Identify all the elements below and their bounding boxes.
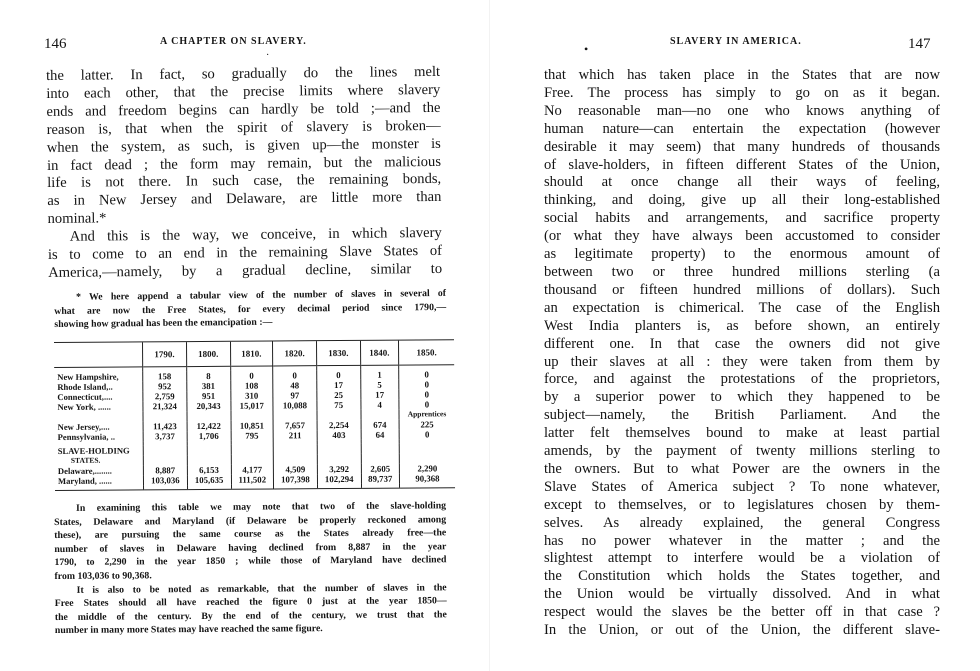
value-cell: 11,423 bbox=[143, 421, 187, 431]
footnote-line: States, Delaware and Maryland (if Delaware be properly reckoned among bbox=[54, 513, 447, 528]
state-cell: Connecticut,.... bbox=[57, 391, 113, 402]
page-number: 147 bbox=[908, 36, 931, 52]
state-cell: New Jersey,.... bbox=[57, 421, 110, 432]
right-body-text bbox=[544, 67, 940, 640]
text-line: in fact dead ; the form may remain, but the malicious bbox=[46, 153, 442, 174]
value-cell: 105,635 bbox=[187, 475, 231, 485]
value-cell: 4,177 bbox=[231, 464, 274, 474]
value-cell: 381 bbox=[187, 381, 231, 391]
running-head: A CHAPTER ON SLAVERY. bbox=[160, 36, 307, 47]
value-cell: 952 bbox=[143, 381, 187, 391]
value-cell: 951 bbox=[187, 391, 231, 401]
table-header bbox=[54, 342, 143, 368]
text-line: the Union would be virtually dissolved. And in what bbox=[544, 586, 940, 603]
value-cell: 310 bbox=[230, 390, 273, 400]
value-cell: 15,017 bbox=[230, 400, 273, 410]
value-cell: 0 bbox=[399, 429, 455, 439]
ink-speck: • bbox=[584, 42, 589, 56]
footnote-line: what are now the Free States, for every decimal period since 1790,— bbox=[54, 301, 447, 317]
footnote-line: from 103,036 to 90,368. bbox=[54, 570, 152, 582]
value-cell: 5 bbox=[360, 380, 398, 390]
value-cell: 158 bbox=[143, 371, 187, 381]
value-cell: 20,343 bbox=[187, 401, 231, 411]
text-line: has no power whatever in the matter ; and the bbox=[544, 532, 940, 549]
text-line: America,—namely, by a gradual decline, similar to bbox=[48, 260, 443, 281]
state-cell: Delaware,........ bbox=[57, 465, 112, 476]
value-cell: 89,737 bbox=[361, 474, 399, 484]
table-header: 1840. bbox=[360, 340, 399, 365]
text-line: the owners. But to what Power are the owners in the bbox=[544, 460, 940, 477]
value-cell: 102,294 bbox=[317, 474, 361, 484]
value-cell: 21,324 bbox=[143, 401, 187, 411]
value-cell: 25 bbox=[317, 390, 361, 400]
value-cell: 225 bbox=[399, 419, 455, 429]
value-cell: 103,036 bbox=[143, 475, 187, 485]
state-cell: Maryland, ...... bbox=[57, 475, 112, 486]
text-line: thousand or fifteen hundred millions of dollars). Such bbox=[544, 281, 940, 298]
table-header: 1820. bbox=[273, 341, 317, 366]
value-cell: 0 bbox=[273, 370, 317, 380]
text-line: that which has taken place in the States that are now bbox=[544, 67, 940, 83]
table-header: 1850. bbox=[398, 340, 454, 365]
text-line: different one. In that case the owners did not give bbox=[544, 335, 940, 352]
value-cell: 0 bbox=[399, 369, 455, 379]
value-cell: 1 bbox=[360, 370, 398, 380]
value-cell: 0 bbox=[399, 379, 455, 389]
text-line: when the system, as such, is given up—the monster is bbox=[46, 135, 441, 156]
state-cell: Pennsylvania, .. bbox=[57, 431, 116, 442]
text-line: the Constitution which holds the States together, and bbox=[544, 568, 940, 585]
table-header: 1810. bbox=[230, 341, 273, 366]
value-cell: 795 bbox=[231, 430, 274, 440]
text-line: is to come to an end in the remaining Slave States of bbox=[47, 242, 443, 264]
value-cell: 97 bbox=[273, 390, 317, 400]
text-line: reason is, that when the spirit of slavery is broken— bbox=[46, 117, 441, 138]
text-line: between two or three hundred millions sterling (a bbox=[544, 263, 940, 280]
table-header: 1830. bbox=[316, 340, 360, 365]
text-line: latter felt themselves bound to make at least partial bbox=[544, 425, 940, 442]
value-cell: 10,851 bbox=[231, 420, 274, 430]
value-cell: 2,290 bbox=[399, 463, 455, 473]
footnote-line: In examining this table we may note that two of the slave-holding bbox=[76, 500, 447, 514]
text-line: of slave-holders, in fifteen different States of the Union, bbox=[544, 156, 940, 173]
ink-speck: · bbox=[266, 50, 270, 61]
value-cell: 17 bbox=[317, 380, 361, 390]
section-label: SLAVE-HOLDING bbox=[57, 445, 130, 456]
value-cell: 3,737 bbox=[143, 431, 187, 441]
value-cell: 7,657 bbox=[273, 420, 317, 430]
apprentices-label: Apprentices bbox=[399, 409, 455, 419]
value-cell: 111,502 bbox=[231, 474, 274, 484]
value-cell: 48 bbox=[273, 380, 317, 390]
table-header-row bbox=[54, 340, 454, 368]
footnote-line: It is also to be noted as remarkable, that the number of slaves in the bbox=[76, 581, 447, 596]
text-line: (or what they have always been accustomed to consider bbox=[544, 228, 940, 245]
state-cell: New York, ...... bbox=[57, 401, 111, 412]
value-cell: 10,088 bbox=[273, 400, 317, 410]
value-cell: 1,706 bbox=[187, 431, 231, 441]
footnote-line: Free States should all have reached the figure 0 just at the year 1850— bbox=[54, 595, 447, 610]
value-cell: 2,254 bbox=[317, 420, 361, 430]
footnote-intro bbox=[54, 287, 446, 332]
slave-census-table bbox=[54, 339, 455, 491]
text-line: human nature—can entertain the expectation (however bbox=[544, 120, 940, 137]
value-cell: 12,422 bbox=[187, 421, 231, 431]
text-line: by a superior power to which they happened to be bbox=[544, 389, 940, 406]
value-cell: 8 bbox=[186, 371, 230, 381]
state-cell: New Hampshire, bbox=[57, 371, 119, 382]
footnote-line: 1790, to 2,290 in the year 1850 ; while those of Maryland have declined bbox=[54, 554, 447, 569]
footnote-line: * We here append a tabular view of the number of slaves in several of bbox=[76, 287, 447, 303]
running-head: SLAVERY IN AMERICA. bbox=[670, 36, 802, 47]
text-line: thinking, and doing, give up all their long-established bbox=[544, 192, 940, 209]
value-cell: 64 bbox=[361, 430, 399, 440]
text-line: In the Union, or out of the Union, the different slave- bbox=[544, 622, 940, 639]
text-line: And this is the way, we conceive, in which slavery bbox=[69, 225, 442, 245]
text-line: the latter. In fact, so gradually do the lines melt bbox=[46, 63, 441, 84]
text-line: amends, by the payment of twenty millions sterling to bbox=[544, 443, 940, 460]
left-body-text bbox=[46, 64, 442, 283]
value-cell: 2,759 bbox=[143, 391, 187, 401]
value-cell: 0 bbox=[230, 370, 273, 380]
value-cell: 8,887 bbox=[143, 465, 187, 475]
footnote-line: the middle of the century. By the end of the century, we trust that the bbox=[54, 609, 447, 623]
footnote-line: showing how gradual has been the emancipation :— bbox=[54, 316, 273, 331]
text-line: social habits and arrangements, and sacrifice property bbox=[544, 210, 940, 227]
text-line: force, and against the protestations of the proprietors, bbox=[544, 371, 940, 388]
value-cell: 17 bbox=[360, 390, 398, 400]
section-sublabel: STATES. bbox=[70, 455, 101, 465]
text-line: ends and freedom begins can hardly be told ;—and the bbox=[46, 99, 441, 120]
value-cell: 90,368 bbox=[399, 473, 455, 483]
text-line: selves. As already explained, the general Congress bbox=[544, 514, 940, 531]
value-cell: 3,292 bbox=[317, 464, 361, 474]
text-line: subject—namely, the British Parliament. And the bbox=[544, 407, 940, 424]
state-cell: Rhode Island,.. bbox=[57, 381, 113, 392]
value-cell: 0 bbox=[399, 389, 455, 399]
text-line: except to themselves, or to legislatures chosen by them- bbox=[544, 496, 940, 513]
value-cell: 75 bbox=[317, 400, 361, 410]
text-line: up their slaves at all : they were taken from them by bbox=[544, 353, 940, 370]
text-line: West India planters is, as before shown, an entirely bbox=[544, 317, 940, 334]
text-line: Free. The process has simply to go on as it began. bbox=[544, 84, 940, 101]
text-line: respect would the slaves be the better off in that case ? bbox=[544, 604, 940, 621]
footnote-line: number in many more States may have reached the same figure. bbox=[54, 623, 323, 637]
footnote-line: these), are pursuing the same course as the States already free—the bbox=[54, 527, 447, 542]
value-cell: 211 bbox=[273, 430, 317, 440]
value-cell: 403 bbox=[317, 430, 361, 440]
text-line: life is not there. In such case, the remaining bonds, bbox=[47, 171, 442, 192]
text-line: nominal.* bbox=[47, 210, 107, 228]
value-cell: 4 bbox=[361, 400, 399, 410]
value-cell: 2,605 bbox=[361, 464, 399, 474]
text-line: as legitimate property) to the enormous amount of bbox=[544, 246, 940, 263]
value-cell: 108 bbox=[230, 380, 273, 390]
text-line: desirable it may seem) that many hundreds of thousands bbox=[544, 138, 940, 155]
value-cell: 107,398 bbox=[274, 474, 318, 484]
footnote-commentary bbox=[54, 499, 447, 638]
text-line: an expectation is chimerical. The case of the English bbox=[544, 299, 940, 316]
footnote-line: number of slaves in Delaware having declined from 8,887 in the year bbox=[54, 541, 447, 555]
value-cell: 4,509 bbox=[273, 464, 317, 474]
text-line: into each other, that the precise limits where slavery bbox=[46, 81, 441, 102]
value-cell: 6,153 bbox=[187, 465, 231, 475]
text-line: should at once change all their ways of feeling, bbox=[544, 174, 940, 191]
table-header: 1790. bbox=[143, 342, 187, 367]
page-number: 146 bbox=[44, 36, 67, 52]
text-line: No reasonable man—no one who knows anything of bbox=[544, 102, 940, 119]
text-line: Slave States of America subject ? To none whatever, bbox=[544, 478, 940, 495]
value-cell: 0 bbox=[317, 370, 361, 380]
table-header: 1800. bbox=[186, 341, 230, 366]
value-cell: 674 bbox=[361, 420, 399, 430]
right-page bbox=[490, 0, 980, 671]
text-line: as in New Jersey and Delaware, are little more than bbox=[47, 189, 442, 210]
text-line: slightest attempt to interfere would be a violation of bbox=[544, 550, 940, 567]
value-cell: 0 bbox=[399, 399, 455, 409]
